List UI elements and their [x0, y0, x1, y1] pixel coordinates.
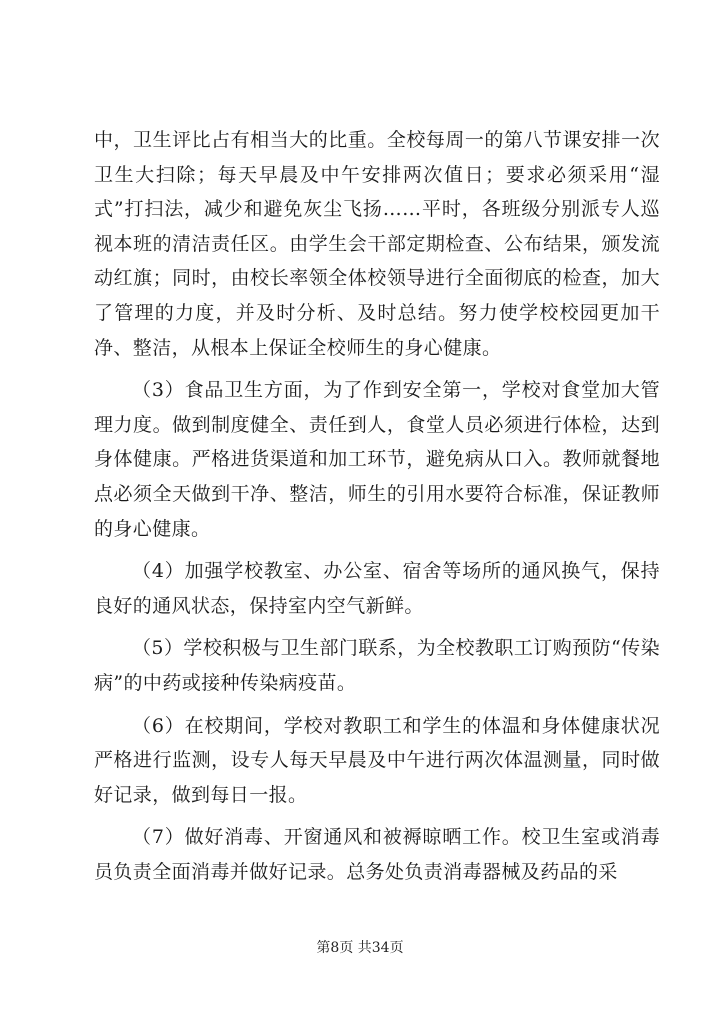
paragraph-ventilation: （4）加强学校教室、办公室、宿舍等场所的通风换气，保持良好的通风状态，保持室内空气新鲜。: [94, 560, 660, 617]
paragraph-continuation: 中，卫生评比占有相当大的比重。全校每周一的第八节课安排一次卫生大扫除；每天早晨及中午安排两次值日；要求必须采用“湿式”打扫法，减少和避免灰尘飞扬……平时，各班级分别派专人巡视本班的清洁责任区。由学生会干部定期检查、公布结果，颁发流动红旗；同时，由校长率领全体校领导进行全面彻底的检查，加大了管理的力度，并及时分析、及时总结。努力使学校校园更加干净、整洁，从根本上保证全校师生的身心健康。: [94, 129, 660, 359]
paragraph-temperature-monitoring: （6）在校期间，学校对教职工和学生的体温和身体健康状况严格进行监测，设专人每天早晨及中午进行两次体温测量，同时做好记录，做到每日一报。: [94, 714, 660, 806]
document-body: [94, 123, 660, 897]
paragraph-health-department: （5）学校积极与卫生部门联系，为全校教职工订购预防“传染病”的中药或接种传染病疫苗。: [94, 637, 660, 694]
page-number-footer: 第8页 共34页: [316, 940, 404, 956]
paragraph-food-hygiene: （3）食品卫生方面，为了作到安全第一，学校对食堂加大管理力度。做到制度健全、责任到人，食堂人员必须进行体检，达到身体健康。严格进货渠道和加工环节，避免病从口入。教师就餐地点必须全天做到干净、整洁，师生的引用水要符合标准，保证教师的身心健康。: [94, 379, 660, 540]
paragraph-disinfection: （7）做好消毒、开窗通风和被褥晾晒工作。校卫生室或消毒员负责全面消毒并做好记录。总务处负责消毒器械及药品的采: [94, 826, 660, 883]
